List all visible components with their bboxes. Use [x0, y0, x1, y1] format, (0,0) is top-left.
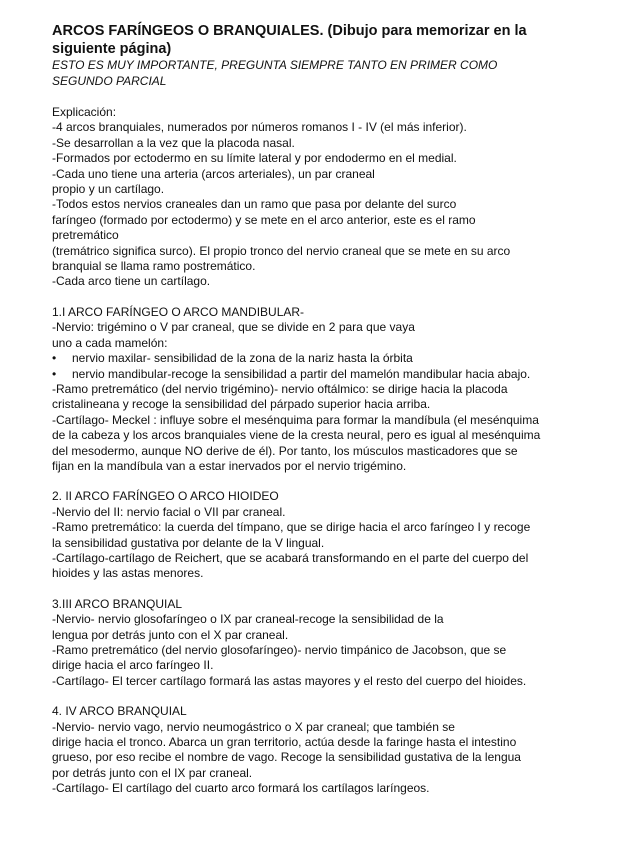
document-page [52, 22, 592, 812]
paragraph-line: -Cartílago- El tercer cartílago formará las astas mayores y el resto del cuerpo del hioides. [52, 673, 527, 688]
paragraph-line: -Nervio- nervio vago, nervio neumogástrico o X par craneal; que también se [52, 719, 455, 734]
paragraph-line: -Todos estos nervios craneales dan un ramo que pasa por delante del surco [52, 197, 457, 212]
section-arco-hioideo [52, 489, 592, 581]
section-heading: 3.III ARCO BRANQUIAL [52, 596, 183, 611]
paragraph-line: -Cada uno tiene una arteria (arcos arteriales), un par craneal [52, 166, 375, 181]
paragraph-line: -Cartílago-cartílago de Reichert, que se acabará transformando en el parte del cuerpo del [52, 550, 529, 565]
paragraph-line: dirige hacia el arco faríngeo II. [52, 658, 214, 673]
document-title [52, 22, 592, 58]
paragraph-line: grueso, por eso recibe el nombre de vago. Recoge la sensibilidad gustativa de la lengua [52, 750, 521, 765]
paragraph-line: propio y un cartílago. [52, 182, 165, 197]
section-heading: 4. IV ARCO BRANQUIAL [52, 704, 187, 719]
paragraph-line: -Ramo pretremático (del nervio trigémino)- nervio oftálmico: se dirige hacia la placoda [52, 381, 508, 396]
paragraph-line: de la cabeza y los arcos branquiales viene de la cresta neural, pero es igual al mesénquima [52, 428, 541, 443]
paragraph-line: pretremático [52, 228, 119, 243]
paragraph-line: uno a cada mamelón: [52, 335, 168, 350]
paragraph-line: fijan en la mandíbula van a estar inervados por el nervio trigémino. [52, 458, 407, 473]
paragraph-line: branquial se llama ramo postremático. [52, 259, 256, 274]
paragraph-line: -Nervio: trigémino o V par craneal, que se divide en 2 para que vaya [52, 320, 415, 335]
paragraph-line: Explicación: [52, 105, 117, 119]
paragraph-line: -Ramo pretremático: la cuerda del tímpano, que se dirige hacia el arco faríngeo I y recoge [52, 520, 531, 535]
paragraph-line: -Se desarrollan a la vez que la placoda nasal. [52, 135, 295, 150]
paragraph-line: por detrás junto con el IX par craneal. [52, 765, 253, 780]
paragraph-line: -Cada arco tiene un cartílago. [52, 274, 211, 289]
section-tercer-arco [52, 597, 592, 689]
paragraph-line: -Ramo pretremático (del nervio glosofaríngeo)- nervio timpánico de Jacobson, que se [52, 643, 507, 657]
paragraph-line: del mesodermo, aunque NO derive de él). Por tanto, los músculos masticadores que se [52, 443, 518, 458]
section-arco-mandibular [52, 305, 592, 474]
paragraph-line: hioides y las astas menores. [52, 566, 204, 581]
title-line: ARCOS FARÍNGEOS O BRANQUIALES. (Dibujo para memorizar en la [52, 23, 527, 39]
paragraph-line: (tremátrico significa surco). El propio tronco del nervio craneal que se mete en su arco [52, 243, 511, 258]
paragraph-line: la sensibilidad gustativa por delante de la V lingual. [52, 535, 325, 550]
paragraph-line: -Nervio del II: nervio facial o VII par craneal. [52, 504, 286, 519]
paragraph-line: cristalineana y recoge la sensibilidad del párpado superior hacia arriba. [52, 397, 431, 412]
paragraph-line: faríngeo (formado por ectodermo) y se mete en el arco anterior, este es el ramo [52, 212, 476, 227]
section-explicacion [52, 105, 592, 290]
paragraph-line: lengua por detrás junto con el X par craneal. [52, 627, 289, 642]
section-heading: 1.I ARCO FARÍNGEO O ARCO MANDIBULAR- [52, 304, 305, 319]
section-heading: 2. II ARCO FARÍNGEO O ARCO HIOIDEO [52, 489, 279, 504]
subtitle-line: ESTO ES MUY IMPORTANTE, PREGUNTA SIEMPRE TANTO EN PRIMER COMO [52, 58, 498, 72]
document-subtitle [52, 58, 592, 89]
paragraph-line: dirige hacia el tronco. Abarca un gran territorio, actúa desde la faringe hasta el intestino [52, 735, 517, 750]
paragraph-line: -4 arcos branquiales, numerados por números romanos I - IV (el más inferior). [52, 120, 467, 135]
section-cuarto-arco [52, 704, 592, 796]
paragraph-line: -Cartílago- Meckel : influye sobre el mesénquima para formar la mandíbula (el mesénquima [52, 412, 539, 427]
paragraph-line: -Formados por ectodermo en su límite lateral y por endodermo en el medial. [52, 151, 457, 166]
paragraph-line: -Cartílago- El cartílago del cuarto arco formará los cartílagos laríngeos. [52, 781, 430, 796]
title-line: siguiente página) [52, 41, 172, 57]
subtitle-line: SEGUNDO PARCIAL [52, 73, 167, 88]
bullet-item: • nervio maxilar- sensibilidad de la zona de la nariz hasta la órbita [52, 351, 592, 366]
bullet-item: • nervio mandibular-recoge la sensibilidad a partir del mamelón mandibular hacia abajo. [52, 367, 592, 382]
paragraph-line: -Nervio- nervio glosofaríngeo o IX par craneal-recoge la sensibilidad de la [52, 612, 444, 627]
